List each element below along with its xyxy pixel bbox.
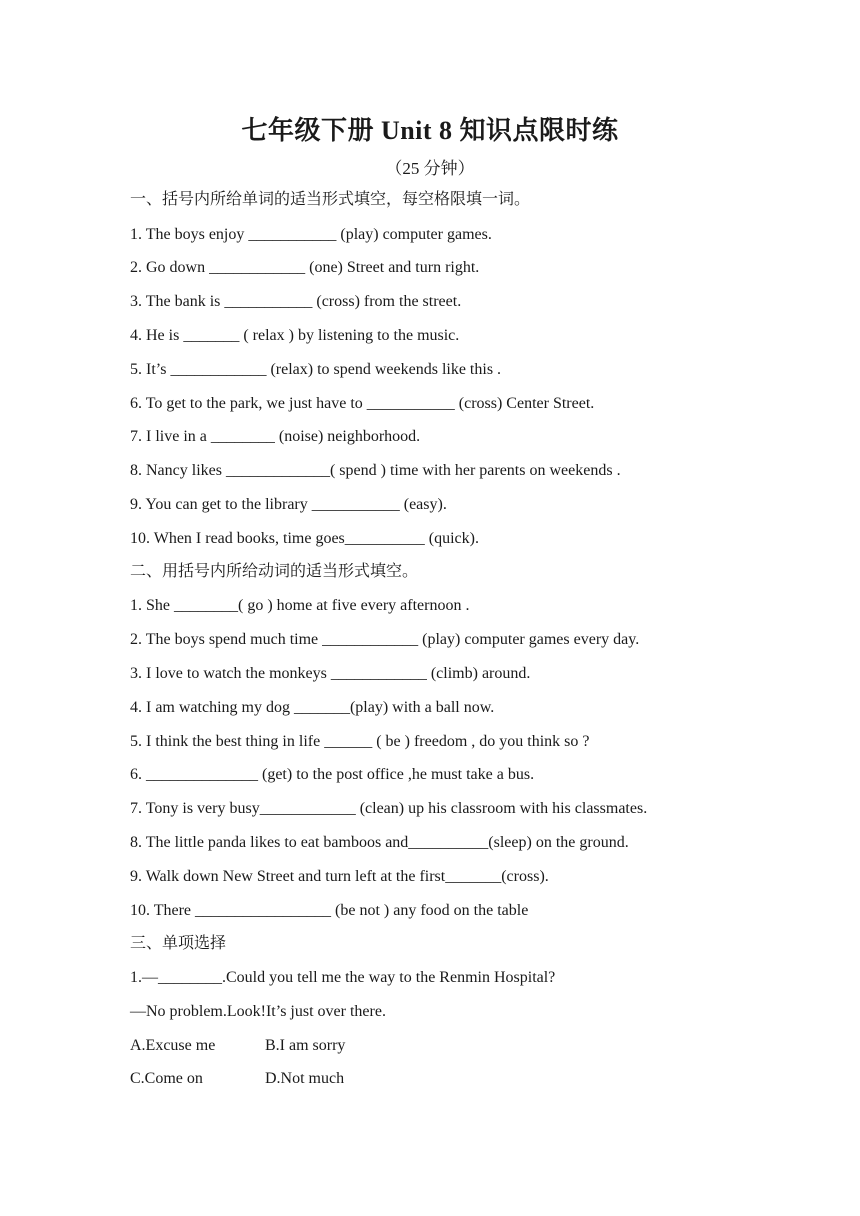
section1-item: 2. Go down ____________ (one) Street and turn right.: [130, 259, 480, 276]
option-c: C.Come on: [130, 1070, 203, 1087]
section2-heading: 二、用括号内所给动词的适当形式填空。: [130, 563, 419, 580]
section2-item: 5. I think the best thing in life ______ ( be ) freedom , do you think so ?: [130, 733, 590, 750]
section1-item: 10. When I read books, time goes__________ (quick).: [130, 530, 479, 547]
section1-item: 1. The boys enjoy ___________ (play) computer games.: [130, 226, 492, 243]
option-b: B.I am sorry: [265, 1037, 346, 1054]
section2-item: 6. ______________ (get) to the post office ,he must take a bus.: [130, 766, 535, 783]
section1-item: 6. To get to the park, we just have to ___________ (cross) Center Street.: [130, 395, 595, 412]
section2-item: 4. I am watching my dog _______(play) with a ball now.: [130, 699, 495, 716]
section2-item: 8. The little panda likes to eat bamboos and__________(sleep) on the ground.: [130, 834, 629, 851]
section2-item: 10. There _________________ (be not ) any food on the table: [130, 902, 529, 919]
section2-item: 9. Walk down New Street and turn left at the first_______(cross).: [130, 868, 549, 885]
section1-item: 7. I live in a ________ (noise) neighborhood.: [130, 428, 421, 445]
section3-heading: 三、单项选择: [130, 935, 227, 952]
section1-item: 8. Nancy likes _____________( spend ) time with her parents on weekends .: [130, 462, 621, 479]
section1-item: 9. You can get to the library ___________ (easy).: [130, 496, 447, 513]
section2-item: 3. I love to watch the monkeys ____________ (climb) around.: [130, 665, 531, 682]
dialogue-response: —No problem.Look!It’s just over there.: [130, 1003, 386, 1020]
section1-item: 5. It’s ____________ (relax) to spend weekends like this .: [130, 361, 502, 378]
page-title: 七年级下册 Unit 8 知识点限时练: [241, 116, 619, 145]
section2-item: 2. The boys spend much time ____________ (play) computer games every day.: [130, 631, 640, 648]
section2-item: 7. Tony is very busy____________ (clean) up his classroom with his classmates.: [130, 800, 648, 817]
section1-item: 3. The bank is ___________ (cross) from the street.: [130, 293, 462, 310]
time-limit: （25 分钟）: [385, 159, 475, 178]
section1-heading: 一、括号内所给单词的适当形式填空，每空格限填一词。: [130, 191, 531, 208]
option-a: A.Excuse me: [130, 1037, 216, 1054]
question-stem: 1.—________.Could you tell me the way to the Renmin Hospital?: [130, 969, 556, 986]
section2-item: 1. She ________( go ) home at five every afternoon .: [130, 597, 470, 614]
section1-item: 4. He is _______ ( relax ) by listening to the music.: [130, 327, 460, 344]
option-d: D.Not much: [265, 1070, 345, 1087]
